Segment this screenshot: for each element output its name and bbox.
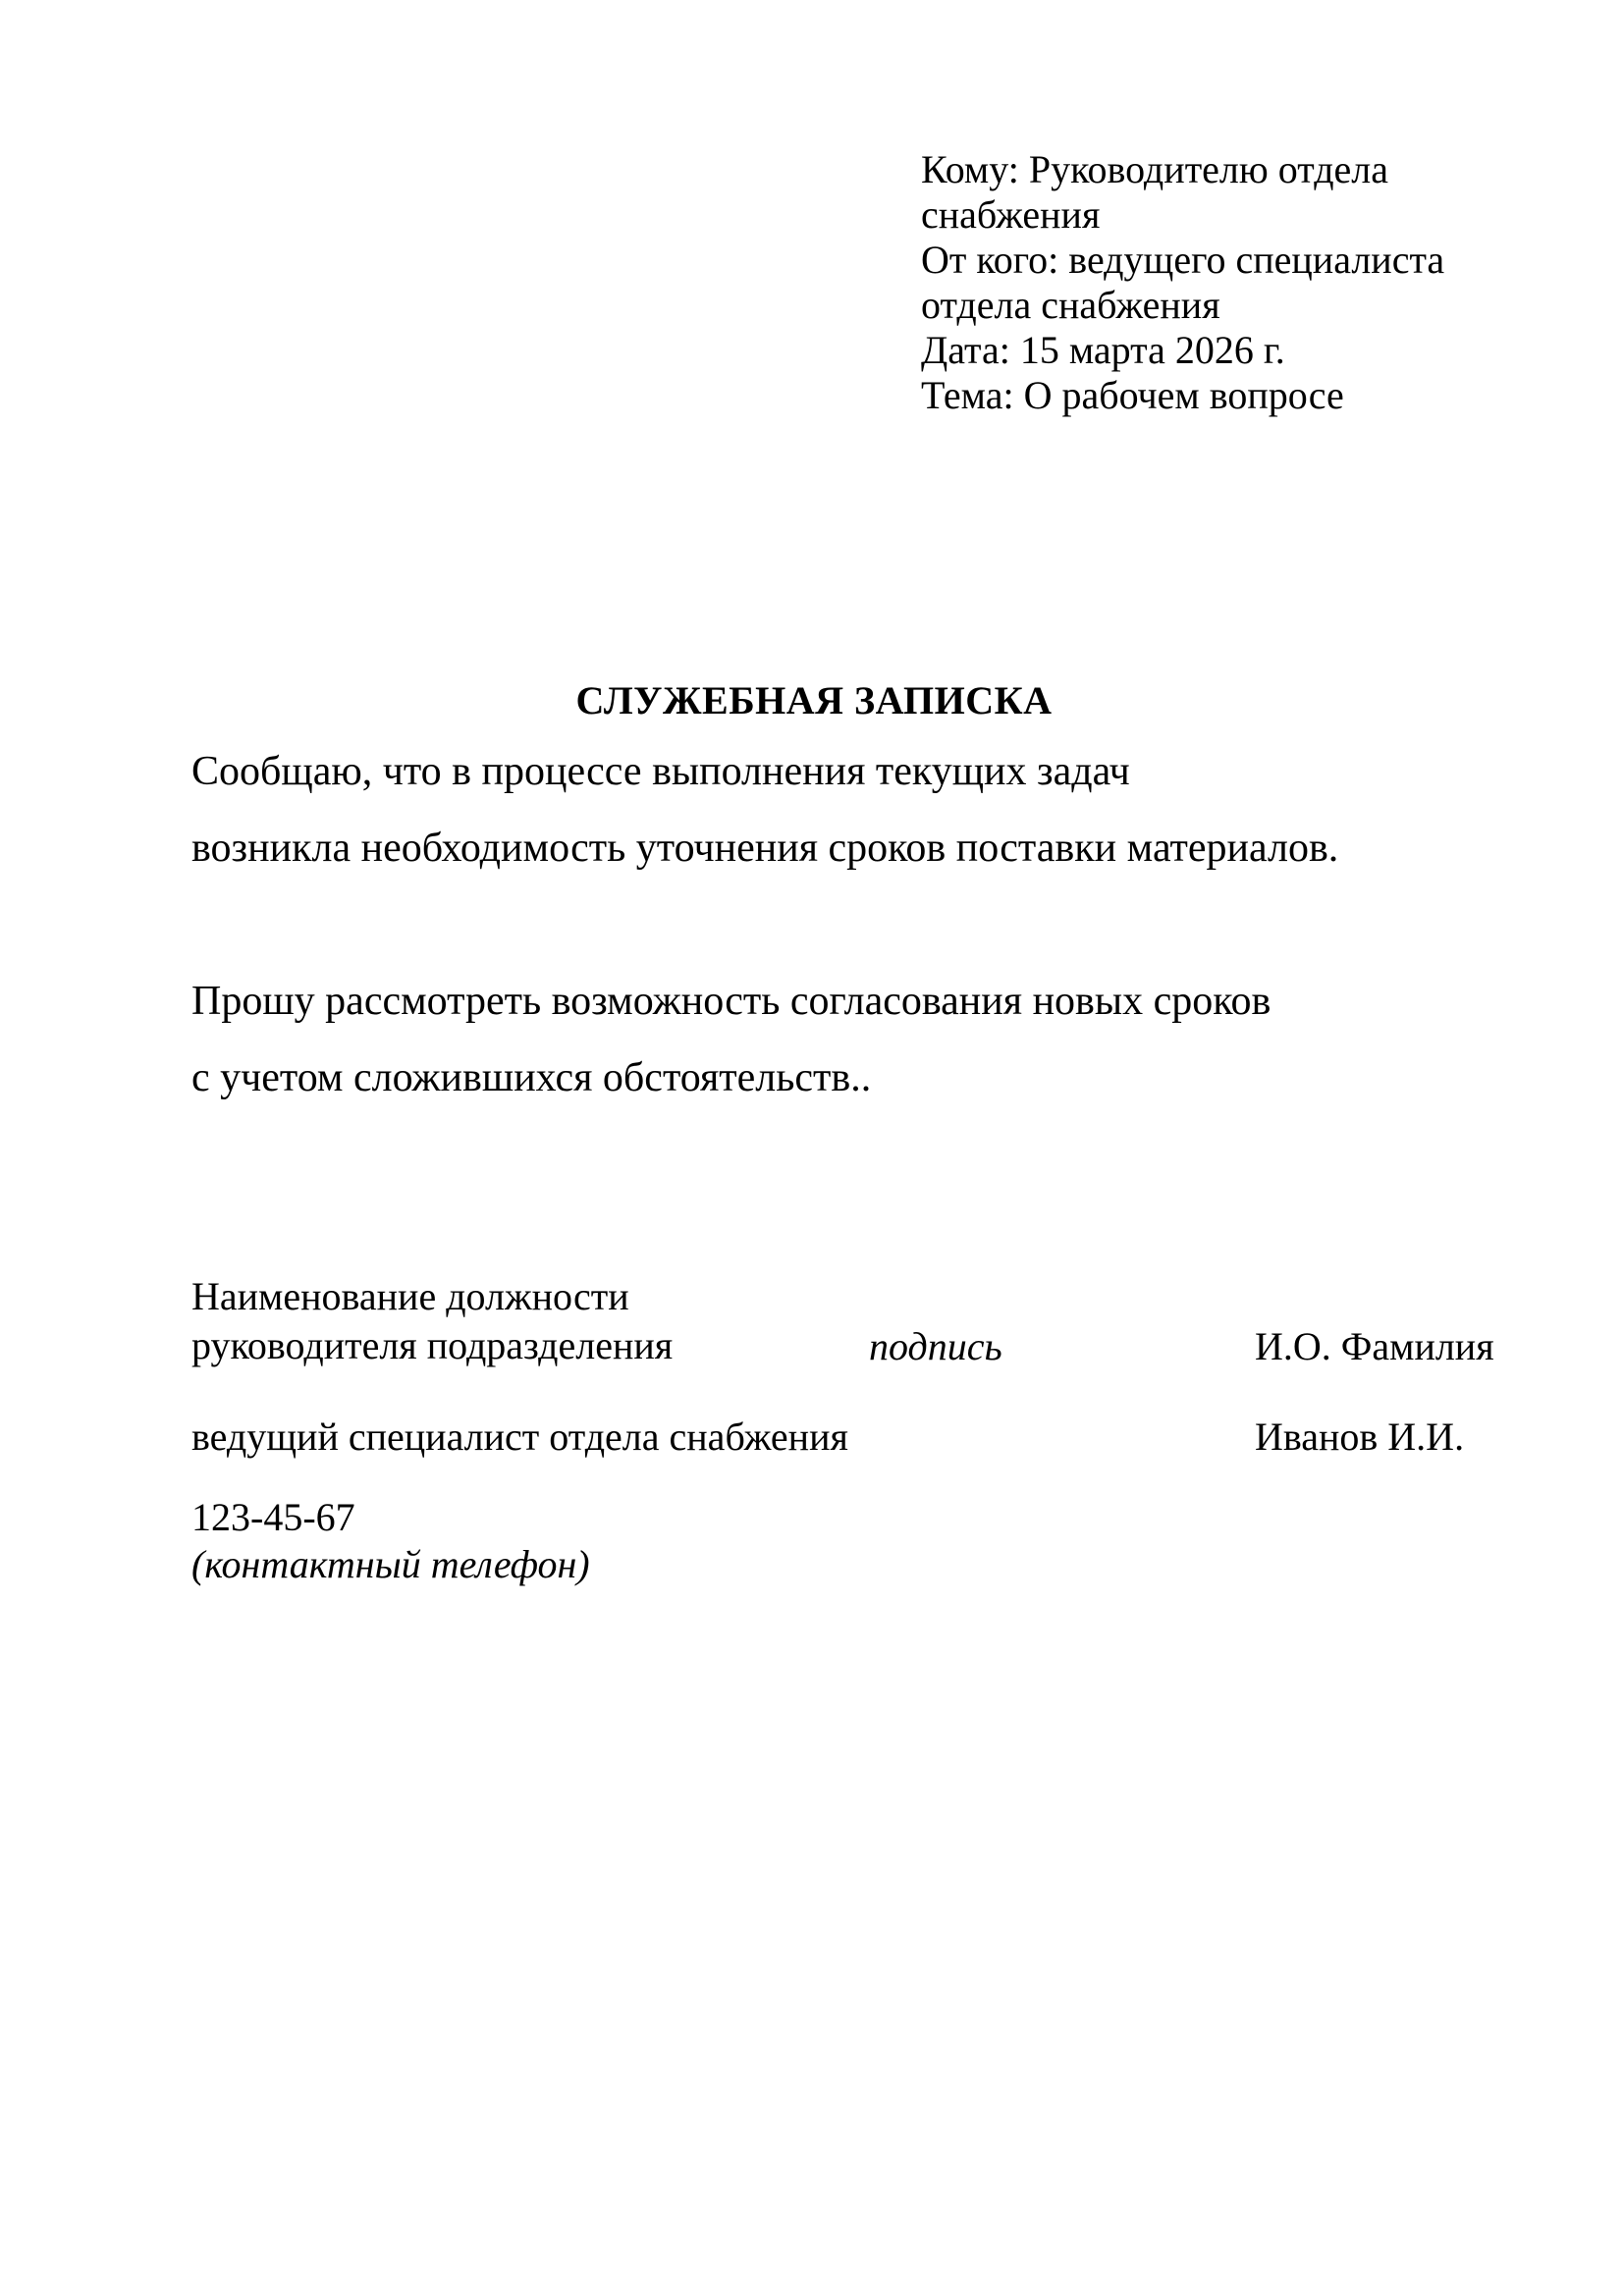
author-name: Иванов И.И. (1255, 1415, 1465, 1459)
signature-placeholder: подпись (869, 1324, 1002, 1368)
approver-name: И.О. Фамилия (1255, 1324, 1494, 1368)
addressee-date-line: Дата: 15 марта 2026 г. (921, 328, 1285, 372)
addressee-subject-line: Тема: О рабочем вопросе (921, 373, 1344, 417)
contact-phone-label: (контактный телефон) (191, 1542, 590, 1586)
body-paragraph-2-line-1: Прошу рассмотреть возможность согласования новых сроков (191, 979, 1271, 1024)
addressee-to-line: Кому: Руководителю отдела (921, 147, 1389, 191)
approver-position (191, 1272, 673, 1370)
addressee-from-line-wrap: отдела снабжения (921, 283, 1220, 327)
body-paragraph-1 (191, 733, 1468, 886)
body-paragraph-1-line-1: Сообщаю, что в процессе выполнения текущих задач (191, 749, 1130, 794)
body-paragraph-2-line-2: с учетом сложившихся обстоятельств.. (191, 1055, 872, 1100)
approver-position-line-2: руководителя подразделения (191, 1323, 674, 1367)
body-text (191, 733, 1468, 1116)
body-paragraph-2 (191, 963, 1468, 1116)
addressee-block (921, 147, 1444, 418)
approver-position-line-1: Наименование должности (191, 1274, 629, 1318)
addressee-from-line: От кого: ведущего специалиста (921, 238, 1445, 282)
author-position: ведущий специалист отдела снабжения (191, 1415, 848, 1459)
contact-block (191, 1494, 590, 1588)
contact-phone: 123-45-67 (191, 1495, 355, 1539)
addressee-to-line-wrap: снабжения (921, 192, 1101, 237)
body-paragraph-1-line-2: возникла необходимость уточнения сроков поставки материалов. (191, 826, 1339, 871)
document-title: СЛУЖЕБНАЯ ЗАПИСКА (575, 678, 1053, 722)
